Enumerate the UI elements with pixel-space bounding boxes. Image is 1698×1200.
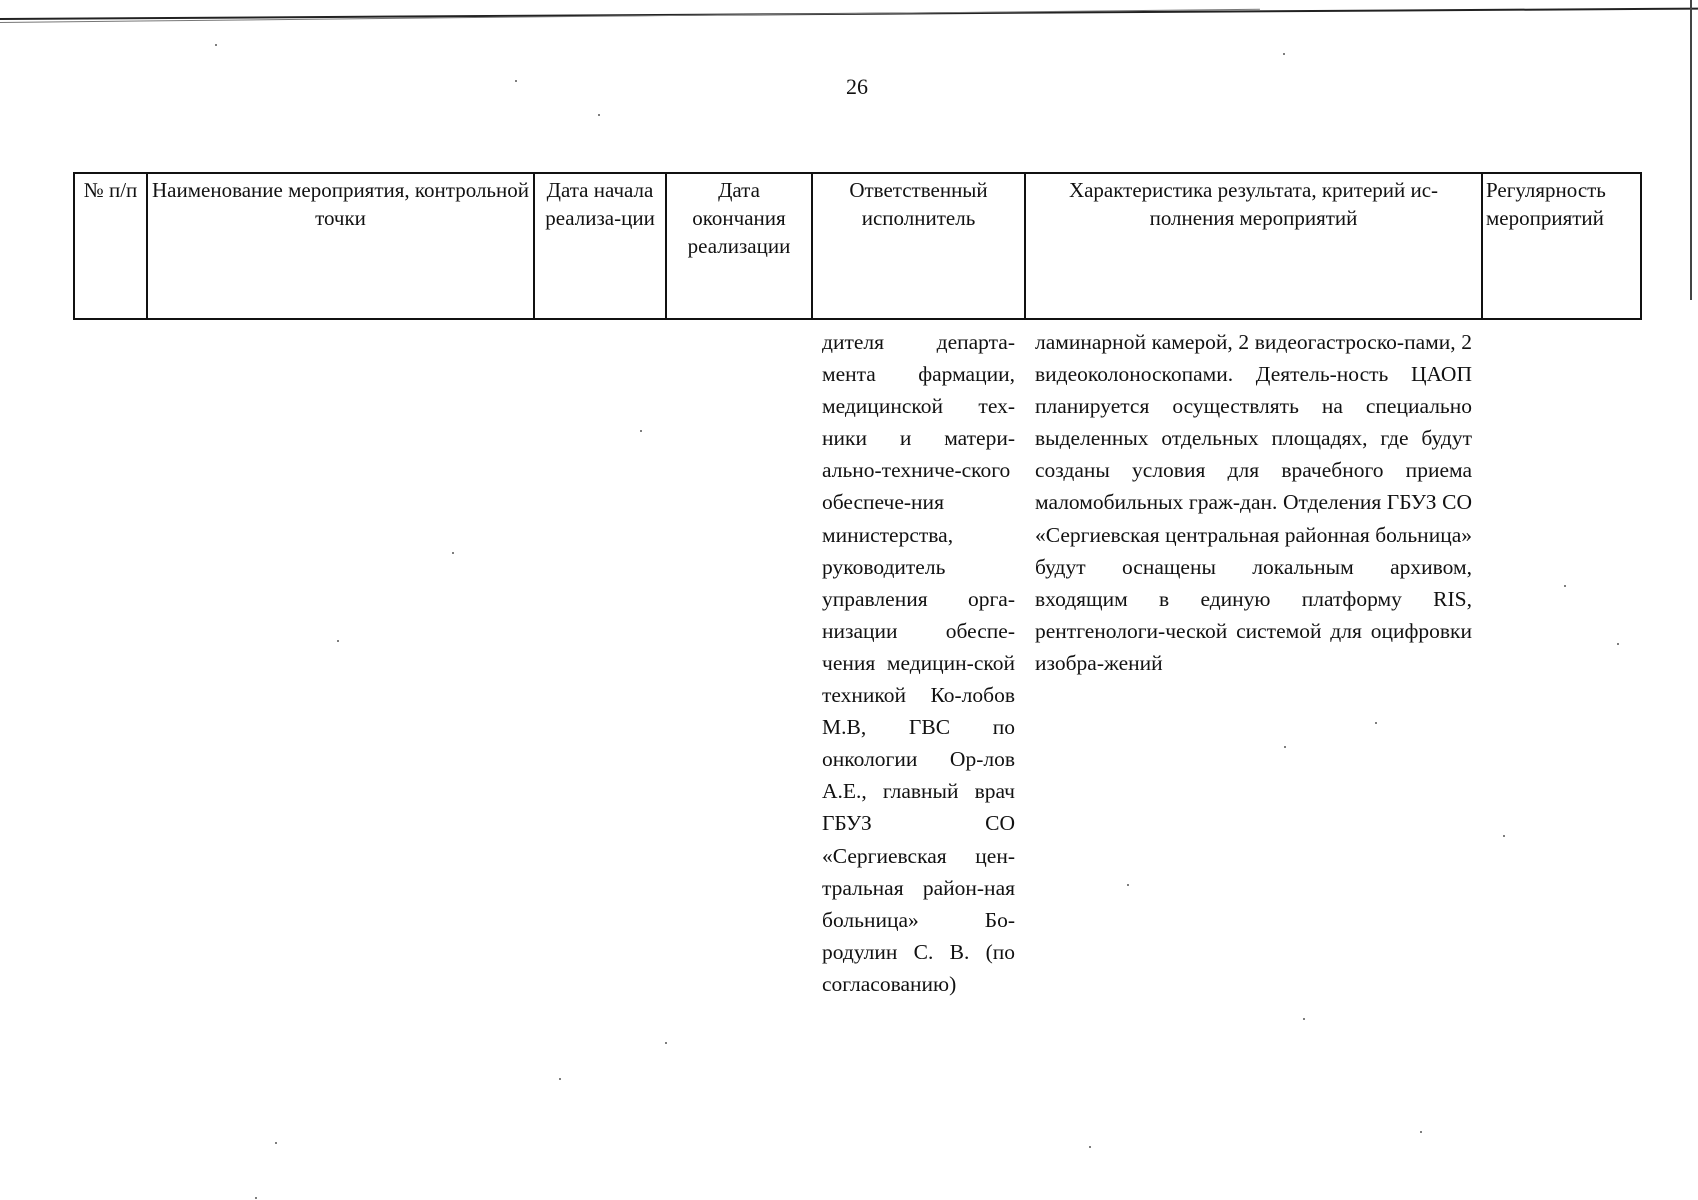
page-number: 26 [846,74,868,99]
scan-speck [255,1197,257,1199]
table-row [74,319,1641,1006]
scan-speck [515,80,517,82]
cell-start-date [534,319,666,1006]
cell-regularity [1482,319,1641,1006]
scan-speck [1127,884,1129,886]
header-responsible: Ответственный исполнитель [812,173,1025,319]
cell-end-date [666,319,812,1006]
header-end-date: Дата окончания реализации [666,173,812,319]
header-regularity: Регулярность мероприятий [1482,173,1641,319]
scan-speck [1303,1018,1305,1020]
activity-plan-table [73,172,1642,1006]
cell-result: ламинарной камерой, 2 видеогастроско-пами, 2 видеоколоноскопами. Деятель-ность ЦАОП планируется осуществлять на специально выделенных отдельных площадях, где будут созданы условия для врачебного приема маломобильных граж-дан. Отделения ГБУЗ СО «Сергиевская центральная районная больница» будут оснащены локальным архивом, входящим в единую платформу RIS, рентгенологи-ческой системой для оцифровки изобра-жений [1035,330,1472,675]
scan-speck [665,1042,667,1044]
scan-speck [215,44,217,46]
header-number: № п/п [74,173,147,319]
scan-speck [275,1142,277,1144]
cell-activity-name [147,319,534,1006]
header-activity-name: Наименование мероприятия, контрольной точки [147,173,534,319]
scan-speck [559,1078,561,1080]
table-header-row [74,173,1641,319]
scan-speck [1503,835,1505,837]
scan-speck [598,114,600,116]
scan-speck [452,552,454,554]
scan-speck [1375,722,1377,724]
scan-speck [1284,746,1286,748]
scan-speck [640,430,642,432]
cell-responsible: дителя департа-мента фармации, медицинской тех-ники и матери-ально-техниче-ского обеспече-ния министерства, руководитель управления орга-низации обеспе-чения медицин-ской техникой Ко-лобов М.В, ГВС по онкологии Ор-лов А.Е., главный врач ГБУЗ СО «Сергиевская цен-тральная район-ная больница» Бо-родулин С. В. (по согласованию) [822,330,1015,996]
scan-speck [1420,1131,1422,1133]
header-result: Характеристика результата, критерий ис-полнения мероприятий [1025,173,1482,319]
cell-number [74,319,147,1006]
scan-speck [337,640,339,642]
scan-speck [1564,585,1566,587]
scan-speck [1089,1146,1091,1148]
scan-speck [1283,53,1285,55]
header-start-date: Дата начала реализа-ции [534,173,666,319]
scan-speck [1617,643,1619,645]
scan-right-edge [1690,0,1692,300]
